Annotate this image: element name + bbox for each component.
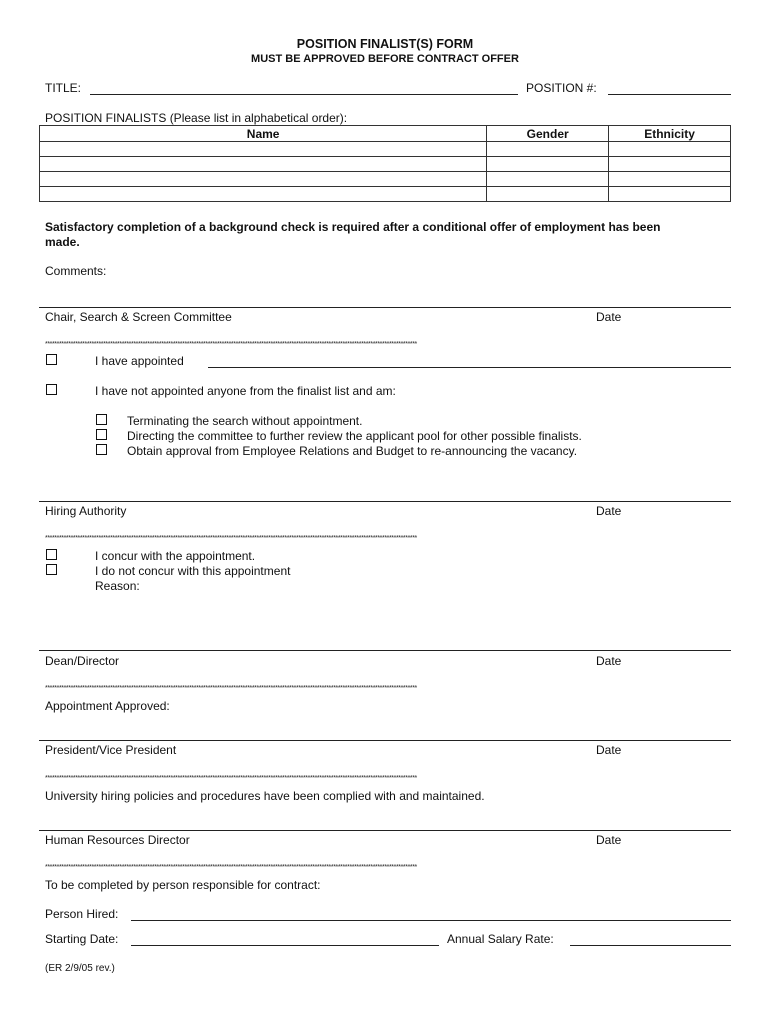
finalist-ethnicity-cell[interactable]: [609, 172, 731, 187]
table-header-row: [40, 126, 731, 142]
policies-statement: University hiring policies and procedures have been complied with and maintained.: [45, 789, 485, 803]
finalist-ethnicity-cell[interactable]: [609, 142, 731, 157]
separator-stars: ****************************************************************************************************************************************************************: [45, 535, 417, 542]
separator-stars: ****************************************************************************************************************************************************************: [45, 685, 417, 692]
person-hired-label: Person Hired:: [45, 907, 119, 921]
committee-signature-line[interactable]: [39, 307, 731, 308]
dean-signer-label: Dean/Director: [45, 654, 120, 668]
not-concur-label: I do not concur with this appointment: [95, 564, 291, 578]
finalists-table: [39, 125, 731, 202]
hiring-signature-line[interactable]: [39, 501, 731, 502]
table-row: [40, 172, 731, 187]
finalist-name-cell[interactable]: [40, 187, 487, 202]
finalist-gender-cell[interactable]: [487, 187, 609, 202]
finalist-name-cell[interactable]: [40, 172, 487, 187]
committee-signer-label: Chair, Search & Screen Committee: [45, 310, 232, 324]
appointee-field[interactable]: [208, 367, 731, 368]
background-check-notice-line1: Satisfactory completion of a background check is required after a conditional offer of employment has been: [45, 220, 661, 234]
finalist-gender-cell[interactable]: [487, 157, 609, 172]
terminate-search-checkbox[interactable]: [96, 414, 107, 425]
president-date-label: Date: [596, 743, 622, 757]
finalist-gender-cell[interactable]: [487, 172, 609, 187]
review-pool-label: Directing the committee to further review the applicant pool for other possible finalists.: [127, 429, 582, 443]
form-title: POSITION FINALIST(S) FORM: [296, 37, 474, 51]
dean-date-label: Date: [596, 654, 622, 668]
column-name-header: Name: [40, 126, 487, 142]
column-ethnicity-header: Ethnicity: [609, 126, 731, 142]
not-concur-checkbox[interactable]: [46, 564, 57, 575]
hr-date-label: Date: [596, 833, 622, 847]
dean-signature-line[interactable]: [39, 650, 731, 651]
concur-checkbox[interactable]: [46, 549, 57, 560]
separator-stars: ****************************************************************************************************************************************************************: [45, 341, 417, 348]
reannounce-checkbox[interactable]: [96, 444, 107, 455]
appointment-approved-label: Appointment Approved:: [45, 699, 170, 713]
finalist-gender-cell[interactable]: [487, 142, 609, 157]
terminate-search-label: Terminating the search without appointment.: [127, 414, 363, 428]
table-row: [40, 157, 731, 172]
have-appointed-checkbox[interactable]: [46, 354, 57, 365]
position-number-field[interactable]: [608, 94, 731, 95]
review-pool-checkbox[interactable]: [96, 429, 107, 440]
separator-stars: ****************************************************************************************************************************************************************: [45, 864, 417, 871]
starting-date-field[interactable]: [131, 945, 439, 946]
position-number-label: POSITION #:: [526, 81, 597, 95]
form-subtitle: MUST BE APPROVED BEFORE CONTRACT OFFER: [251, 53, 519, 65]
have-appointed-label: I have appointed: [95, 354, 184, 368]
hiring-date-label: Date: [596, 504, 622, 518]
salary-label: Annual Salary Rate:: [447, 932, 554, 946]
contract-heading: To be completed by person responsible for contract:: [45, 878, 321, 892]
concur-label: I concur with the appointment.: [95, 549, 256, 563]
finalist-name-cell[interactable]: [40, 157, 487, 172]
finalist-name-cell[interactable]: [40, 142, 487, 157]
person-hired-field[interactable]: [131, 920, 731, 921]
comments-label: Comments:: [45, 264, 107, 278]
salary-field[interactable]: [570, 945, 731, 946]
column-gender-header: Gender: [487, 126, 609, 142]
finalists-label: POSITION FINALISTS (Please list in alphabetical order):: [45, 111, 348, 125]
title-field[interactable]: [90, 94, 518, 95]
revision-footer: (ER 2/9/05 rev.): [45, 963, 115, 974]
finalist-ethnicity-cell[interactable]: [609, 157, 731, 172]
not-appointed-label: I have not appointed anyone from the finalist list and am:: [95, 384, 396, 398]
hr-signature-line[interactable]: [39, 830, 731, 831]
hiring-signer-label: Hiring Authority: [45, 504, 127, 518]
separator-stars: ****************************************************************************************************************************************************************: [45, 775, 417, 782]
not-appointed-checkbox[interactable]: [46, 384, 57, 395]
table-row: [40, 187, 731, 202]
hr-signer-label: Human Resources Director: [45, 833, 190, 847]
background-check-notice-line2: made.: [45, 235, 80, 249]
title-label: TITLE:: [45, 81, 82, 95]
starting-date-label: Starting Date:: [45, 932, 119, 946]
table-row: [40, 142, 731, 157]
reason-label: Reason:: [95, 579, 140, 593]
reannounce-label: Obtain approval from Employee Relations and Budget to re-announcing the vacancy.: [127, 444, 578, 458]
president-signer-label: President/Vice President: [45, 743, 177, 757]
president-signature-line[interactable]: [39, 740, 731, 741]
finalist-ethnicity-cell[interactable]: [609, 187, 731, 202]
committee-date-label: Date: [596, 310, 622, 324]
